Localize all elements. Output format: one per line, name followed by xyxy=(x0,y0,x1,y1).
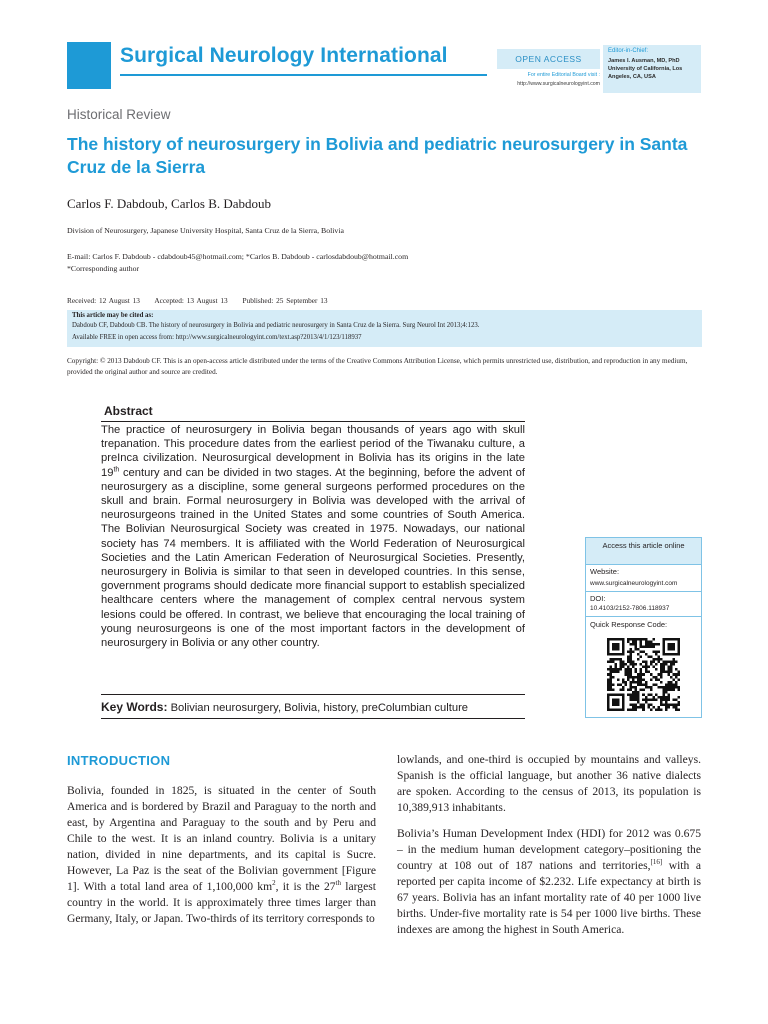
superscript: th xyxy=(335,879,342,888)
website-label: Website: xyxy=(590,567,620,576)
access-box-divider xyxy=(586,616,701,617)
body-column-right-paragraph-1: lowlands, and one-third is occupied by mountains and valleys. Spanish is the official language, but another 36 native dialects are spoken. According to the census of 2013, its population is 10,389,913 inhabitants. xyxy=(397,753,701,814)
superscript: th xyxy=(113,465,120,473)
access-box-heading: Access this article online xyxy=(602,541,685,550)
keywords-label: Key Words: xyxy=(101,700,168,714)
open-access-label: OPEN ACCESS xyxy=(515,54,582,64)
author-emails[interactable]: E-mail: Carlos F. Dabdoub - cdabdoub45@hotmail.com; *Carlos B. Dabdoub - carlosdabdoub@hotmail.com xyxy=(67,252,409,261)
superscript: 2 xyxy=(272,879,276,888)
journal-title[interactable]: Surgical Neurology International xyxy=(120,44,448,67)
qr-code-label: Quick Response Code: xyxy=(590,620,668,629)
article-title: The history of neurosurgery in Bolivia and pediatric neurosurgery in Santa Cruz de la Sierra xyxy=(67,134,688,177)
abstract-heading: Abstract xyxy=(104,404,153,418)
received-date: Received: 12 August 13 xyxy=(67,296,140,305)
doi-label: DOI: xyxy=(590,594,606,603)
body-column-right-paragraph-2: Bolivia’s Human Development Index (HDI) for 2012 was 0.675 – in the medium human development category–positioning the country at 108 out of 187 nations and territories,[16] with a reported per capita income of $2.232. Life expectancy at birth is 67 years. Bolivia has an infant mortality rate of 40 per 1000 live births. Under-five mortality rate is 54 per 1000 live births. These indexes are among the highest in South America. xyxy=(397,827,701,936)
copyright-notice: Copyright: © 2013 Dabdoub CF. This is an open-access article distributed under the terms of the Creative Commons Attribution License, which permits unrestricted use, distribution, and reproduction in any medium, provided the original author and source are credited. xyxy=(67,357,688,376)
header-rule xyxy=(120,74,487,76)
editor-in-chief-affiliation: University of California, Los xyxy=(608,66,683,72)
body-column-left: Bolivia, founded in 1825, is situated in the center of South America and is bordered by Brazil and Paraguay to the north and east, by Argentina and Paraguay to the south and by Peru and Chile to the west. It is an inland country. Bolivia is a unitary nation, divided in nine departments, and its capital is Sucre. However, La Paz is the seat of the Bolivian government [Figure 1]. With a total land area of 1,100,000 $km^2$, it is the 27th largest country in the world. It is approximately three times larger than Germany, Italy, or Japan. Two-thirds of its territory corresponds to xyxy=(67,784,376,925)
abstract-bottom-rule xyxy=(101,694,525,695)
citation-heading: This article may be cited as: xyxy=(72,312,154,319)
published-date: Published: 25 September 13 xyxy=(242,296,328,305)
keywords xyxy=(101,700,525,714)
editor-in-chief-name: James I. Ausman, MD, PhD xyxy=(608,58,680,64)
doi-link[interactable]: 10.4103/2152-7806.118937 xyxy=(590,605,670,612)
keywords-list: Bolivian neurosurgery, Bolivia, history, preColumbian culture xyxy=(167,702,469,714)
corresponding-author-note: *Corresponding author xyxy=(67,264,140,273)
reference-link[interactable]: [16] xyxy=(650,858,663,867)
editor-in-chief-location: Angeles, CA, USA xyxy=(608,74,656,80)
qr-code-image[interactable] xyxy=(607,638,680,711)
authors: Carlos F. Dabdoub, Carlos B. Dabdoub xyxy=(67,196,272,211)
abstract-top-rule xyxy=(101,421,525,422)
citation-text: Dabdoub CF, Dabdoub CB. The history of neurosurgery in Bolivia and pediatric neurosurgery in Santa Cruz de la Sierra. Surg Neurol Int 2013;4:123. xyxy=(72,322,480,329)
editorial-board-label: For entire Editorial Board visit : xyxy=(527,72,600,78)
introduction-heading: INTRODUCTION xyxy=(67,753,171,768)
editorial-board-link[interactable]: http://www.surgicalneurologyint.com xyxy=(517,81,600,87)
section-label: Historical Review xyxy=(67,107,171,122)
article-dates xyxy=(67,296,340,305)
citation-availability-link[interactable]: Available FREE in open access from: http://www.surgicalneurologyint.com/text.asp?2013/4/1/123/118937 xyxy=(72,334,362,341)
keywords-rule xyxy=(101,718,525,719)
affiliation: Division of Neurosurgery, Japanese University Hospital, Santa Cruz de la Sierra, Bolivia xyxy=(67,226,344,235)
website-link[interactable]: www.surgicalneurologyint.com xyxy=(590,580,678,587)
access-box-divider xyxy=(586,564,701,565)
journal-logo-square xyxy=(67,42,111,89)
abstract-text: The practice of neurosurgery in Bolivia began thousands of years ago with skull trepanation. This procedure dates from the earliest period of the Tiwanaku culture, a preInca civilization. Neurosurgical development in Bolivia has its origins in the late 19th century and can be divided in two stages. At the beginning, before the advent of neurosurgery as a discipline, some general surgeons performed procedures on the skull and brain. Formal neurosurgery in Bolivia was developed with the arrival of neurosurgeons trained in the United States and some countries of South America. The Bolivian Neurosurgical Society was created in 1975. Nowadays, our national society has 74 members. It is affiliated with the World Federation of Neurosurgical Societies and the Latin American Federation of Neurosurgical Societies. Presently, neurosurgery in Bolivia is similar to that seen in developed countries. In this sense, government programs should dedicate more financial support to establish specialized healthcare centers where the management of complex central nervous system lesions could be offered. In contrast, we believe that encouraging the local training of young neurosurgeons is one of the most important factors in the development of neurosurgery in Bolivia or any other country. xyxy=(101,424,525,650)
accepted-date: Accepted: 13 August 13 xyxy=(154,296,228,305)
editor-in-chief-label: Editor-in-Chief: xyxy=(608,48,649,54)
access-box-divider xyxy=(586,591,701,592)
